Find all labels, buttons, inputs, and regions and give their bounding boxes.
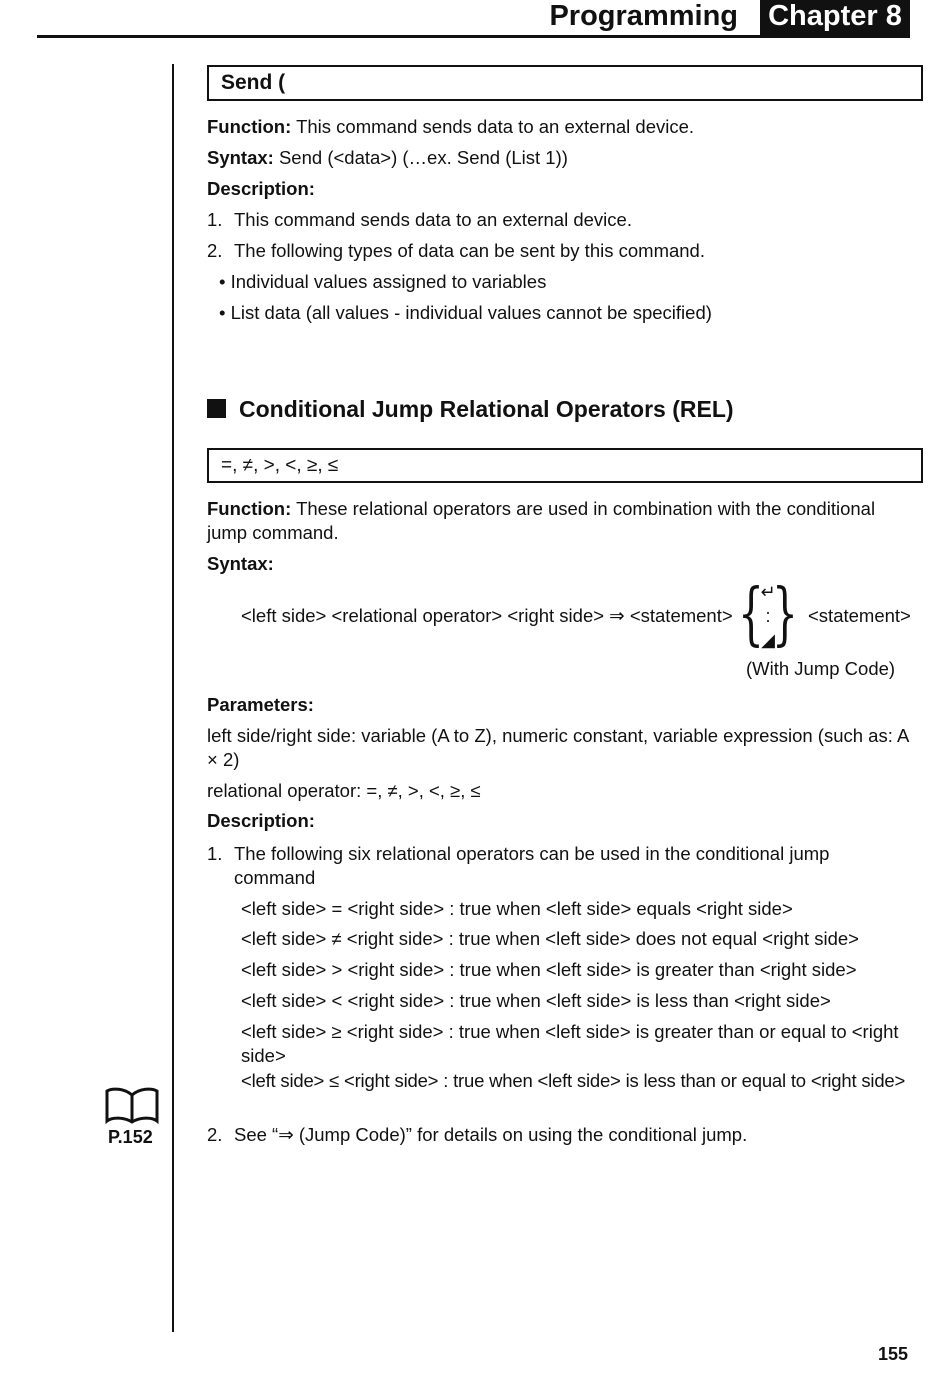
syntax-statement: <statement> [808,605,911,626]
operator-row-less: <left side> < <right side> : true when <left side> is less than <right side> [241,990,831,1011]
send-command-box: Send ( [207,65,923,101]
syntax-label: Syntax: [207,147,274,168]
parameters-label [207,693,912,717]
left-brace-icon: { [738,575,764,654]
rel-item-2 [207,1123,912,1147]
syntax-expression: <left side> <relational operator> <right side> ⇒ <statement> [241,605,733,626]
square-bullet-icon [207,399,226,418]
operator-row-not-equal: <left side> ≠ <right side> : true when <left side> does not equal <right side> [241,928,859,949]
description-label: Description: [207,178,315,199]
margin-rule [172,64,174,1332]
item-text: The following six relational operators can be used in the conditional jump command [234,843,830,888]
item-text: This command sends data to an external device. [234,209,632,230]
rel-description-label [207,809,912,833]
running-header-title: Programming [549,0,738,32]
description-label: Description: [207,810,315,831]
send-function [207,115,912,139]
section-title-text: Conditional Jump Relational Operators (REL) [239,396,734,422]
chapter-label: Chapter 8 [760,0,910,36]
function-label: Function: [207,498,292,519]
operator-row-greater-equal: <left side> ≥ <right side> : true when <left side> is greater than or equal to <right side> [241,1021,899,1066]
operator-row-equal: <left side> = <right side> : true when <left side> equals <right side> [241,898,793,919]
syntax-text: Send (<data>) (…ex. Send (List 1)) [278,147,568,168]
colon-icon: : [765,606,771,626]
parameter-sides: left side/right side: variable (A to Z), numeric constant, variable expression (such as: A × 2) [207,725,909,770]
operator-row-less-equal: <left side> ≤ <right side> : true when <left side> is less than or equal to <right side> [241,1070,906,1091]
display-triangle-icon: ◢ [761,630,775,650]
function-text: This command sends data to an external device. [296,116,695,137]
send-item-2 [207,239,912,263]
parameters-label-text: Parameters: [207,694,314,715]
item-text: See “⇒ (Jump Code)” for details on using the conditional jump. [234,1124,748,1145]
item-number: 1. [207,843,223,864]
send-bullet-2: • List data (all values - individual values cannot be specified) [219,302,712,323]
rel-item-1 [207,842,912,890]
right-brace-icon: } [772,575,798,654]
parameter-operator: relational operator: =, ≠, >, <, ≥, ≤ [207,780,481,801]
newline-icon: ↵ [760,582,776,602]
item-number: 2. [207,1124,223,1145]
function-label: Function: [207,116,292,137]
book-icon [104,1087,160,1125]
send-description-label [207,177,912,201]
send-item-1 [207,208,912,232]
item-number: 1. [207,209,223,230]
section-title [207,394,734,424]
send-syntax [207,146,912,170]
syntax-label: Syntax: [207,553,274,574]
page-number: 155 [878,1344,909,1364]
page-reference: P.152 [108,1127,153,1147]
rel-function [207,497,912,545]
rel-syntax-label [207,552,912,576]
send-bullet-1: • Individual values assigned to variables [219,271,547,292]
function-text: These relational operators are used in combination with the conditional jump command. [207,498,876,543]
header-rule [37,35,910,38]
operator-row-greater: <left side> > <right side> : true when <left side> is greater than <right side> [241,959,857,980]
item-number: 2. [207,240,223,261]
jump-code-note: (With Jump Code) [746,658,896,679]
rel-command-box: =, ≠, >, <, ≥, ≤ [207,448,923,483]
item-text: The following types of data can be sent by this command. [234,240,705,261]
